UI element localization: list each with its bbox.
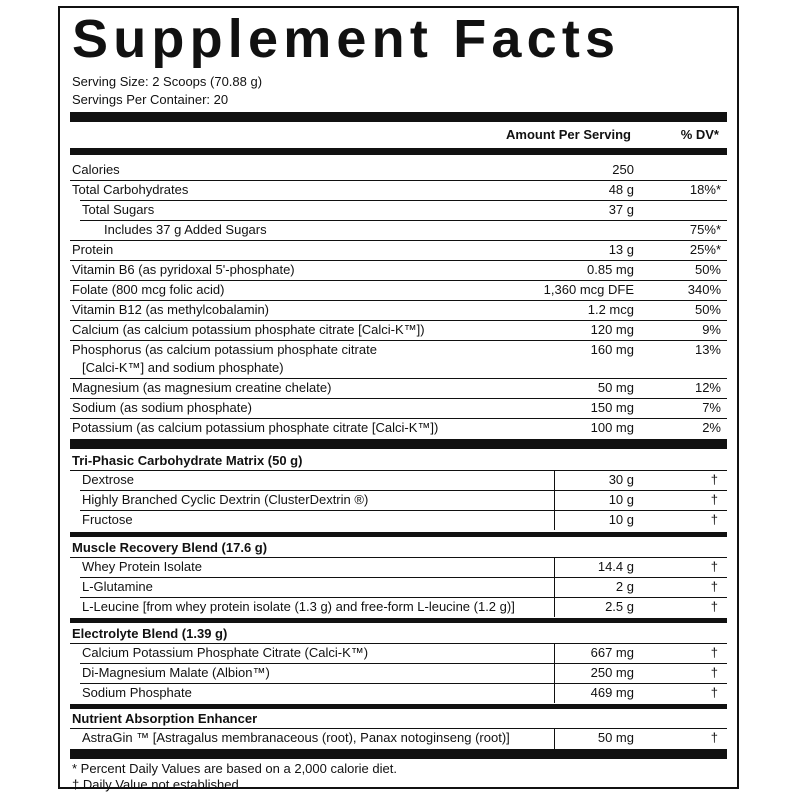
nutrient-name-continued: [Calci-K™] and sodium phosphate) [82,360,284,375]
nutrient-name: Folate (800 mcg folic acid) [72,282,225,297]
ingredient-amount: 30 g [608,472,634,487]
nutrient-dv: 9% [702,322,721,337]
nutrient-amount: 50 mg [597,380,634,395]
thick-rule [70,439,727,449]
nutrient-dv: 13% [694,342,721,357]
nutrient-name: Total Carbohydrates [72,182,189,197]
column-divider [554,643,555,703]
nutrient-row [70,240,727,260]
ingredient-dv: † [710,645,718,660]
nutrient-dv: 25%* [689,242,721,257]
nutrient-dv: 12% [694,380,721,395]
nutrient-name: Calcium (as calcium potassium phosphate citrate [Calci-K™]) [72,322,425,337]
blend-item-row [70,683,727,703]
ingredient-amount: 2.5 g [605,599,634,614]
nutrient-row [70,220,727,240]
thick-rule [70,749,727,759]
ingredient-name: Di-Magnesium Malate (Albion™) [82,665,270,680]
ingredient-dv: † [710,472,718,487]
ingredient-dv: † [710,579,718,594]
ingredient-dv: † [710,512,718,527]
nutrient-row [70,280,727,300]
nutrient-amount: 100 mg [590,420,634,435]
nutrient-row [70,200,727,220]
thick-rule [70,148,727,155]
ingredient-dv: † [710,730,718,745]
nutrient-row [70,418,727,438]
blend-item-row [70,643,727,663]
nutrient-row [70,398,727,418]
blend-item-row [70,470,727,490]
supplement-facts-panel [58,6,739,792]
nutrient-name: Vitamin B12 (as methylcobalamin) [72,302,270,317]
thick-rule [70,618,727,623]
ingredient-amount: 667 mg [590,645,634,660]
footnote-daily-value: * Percent Daily Values are based on a 2,000 calorie diet. [72,761,397,776]
blend-item-row [70,728,727,748]
nutrient-name: Includes 37 g Added Sugars [104,222,267,237]
header-dv: % DV* [680,127,719,142]
nutrient-name: Calories [72,162,120,177]
ingredient-name: L-Leucine [from whey protein isolate (1.3 g) and free-form L-leucine (1.2 g)] [82,599,515,614]
ingredient-amount: 10 g [608,492,634,507]
nutrient-amount: 250 [612,162,634,177]
nutrient-row [70,180,727,200]
blend-item-row [70,577,727,597]
nutrient-dv: 50% [694,262,721,277]
thick-rule [70,112,727,122]
ingredient-name: Sodium Phosphate [82,685,192,700]
nutrient-amount: 160 mg [590,342,634,357]
ingredient-dv: † [710,665,718,680]
column-divider [554,728,555,749]
blend-item-row [70,663,727,683]
nutrient-amount: 1.2 mcg [587,302,634,317]
nutrient-amount: 150 mg [590,400,634,415]
nutrient-dv: 18%* [689,182,721,197]
nutrient-name: Potassium (as calcium potassium phosphate citrate [Calci-K™]) [72,420,439,435]
ingredient-dv: † [710,559,718,574]
blend-title: Electrolyte Blend (1.39 g) [72,626,228,641]
ingredient-name: Highly Branched Cyclic Dextrin (ClusterDextrin ®) [82,492,369,507]
nutrient-row [70,160,727,180]
nutrient-amount: 37 g [608,202,634,217]
nutrient-name: Magnesium (as magnesium creatine chelate) [72,380,332,395]
nutrient-name: Sodium (as sodium phosphate) [72,400,252,415]
ingredient-name: AstraGin ™ [Astragalus membranaceous (root), Panax notoginseng (root)] [82,730,510,745]
thick-rule [70,704,727,709]
nutrient-row [70,340,727,378]
blend-item-row [70,510,727,530]
thick-rule [70,532,727,537]
panel-title: Supplement Facts [72,9,621,69]
nutrient-name: Total Sugars [82,202,155,217]
blend-item-row [70,490,727,510]
nutrient-row [70,300,727,320]
ingredient-name: Calcium Potassium Phosphate Citrate (Calci-K™) [82,645,369,660]
ingredient-dv: † [710,685,718,700]
nutrient-row [70,260,727,280]
panel-inner [70,8,727,792]
ingredient-name: Whey Protein Isolate [82,559,202,574]
ingredient-amount: 2 g [615,579,634,594]
column-divider [554,470,555,530]
nutrient-amount: 48 g [608,182,634,197]
blend-title: Tri-Phasic Carbohydrate Matrix (50 g) [72,453,303,468]
nutrient-name: Phosphorus (as calcium potassium phosphate citrate [72,342,377,357]
ingredient-amount: 250 mg [590,665,634,680]
nutrient-dv: 7% [702,400,721,415]
nutrient-dv: 2% [702,420,721,435]
ingredient-amount: 50 mg [597,730,634,745]
servings-per-container: Servings Per Container: 20 [72,92,229,107]
ingredient-name: Dextrose [82,472,135,487]
nutrient-amount: 1,360 mcg DFE [543,282,634,297]
ingredient-amount: 14.4 g [597,559,634,574]
ingredient-amount: 469 mg [590,685,634,700]
nutrient-name: Vitamin B6 (as pyridoxal 5'-phosphate) [72,262,295,277]
ingredient-dv: † [710,599,718,614]
nutrient-amount: 13 g [608,242,634,257]
ingredient-amount: 10 g [608,512,634,527]
ingredient-name: L-Glutamine [82,579,153,594]
nutrient-dv: 75%* [689,222,721,237]
blend-title: Muscle Recovery Blend (17.6 g) [72,540,268,555]
nutrient-amount: 0.85 mg [587,262,634,277]
header-amount: Amount Per Serving [506,127,631,142]
blend-item-row [70,597,727,617]
nutrient-name: Protein [72,242,114,257]
blend-item-row [70,557,727,577]
footnote-not-established: † Daily Value not established. [72,777,243,792]
nutrient-dv: 50% [694,302,721,317]
serving-size: Serving Size: 2 Scoops (70.88 g) [72,74,263,89]
blend-title: Nutrient Absorption Enhancer [72,711,258,726]
nutrient-row [70,320,727,340]
nutrient-row [70,378,727,398]
nutrient-dv: 340% [687,282,721,297]
nutrient-amount: 120 mg [590,322,634,337]
column-divider [554,557,555,617]
ingredient-dv: † [710,492,718,507]
ingredient-name: Fructose [82,512,133,527]
